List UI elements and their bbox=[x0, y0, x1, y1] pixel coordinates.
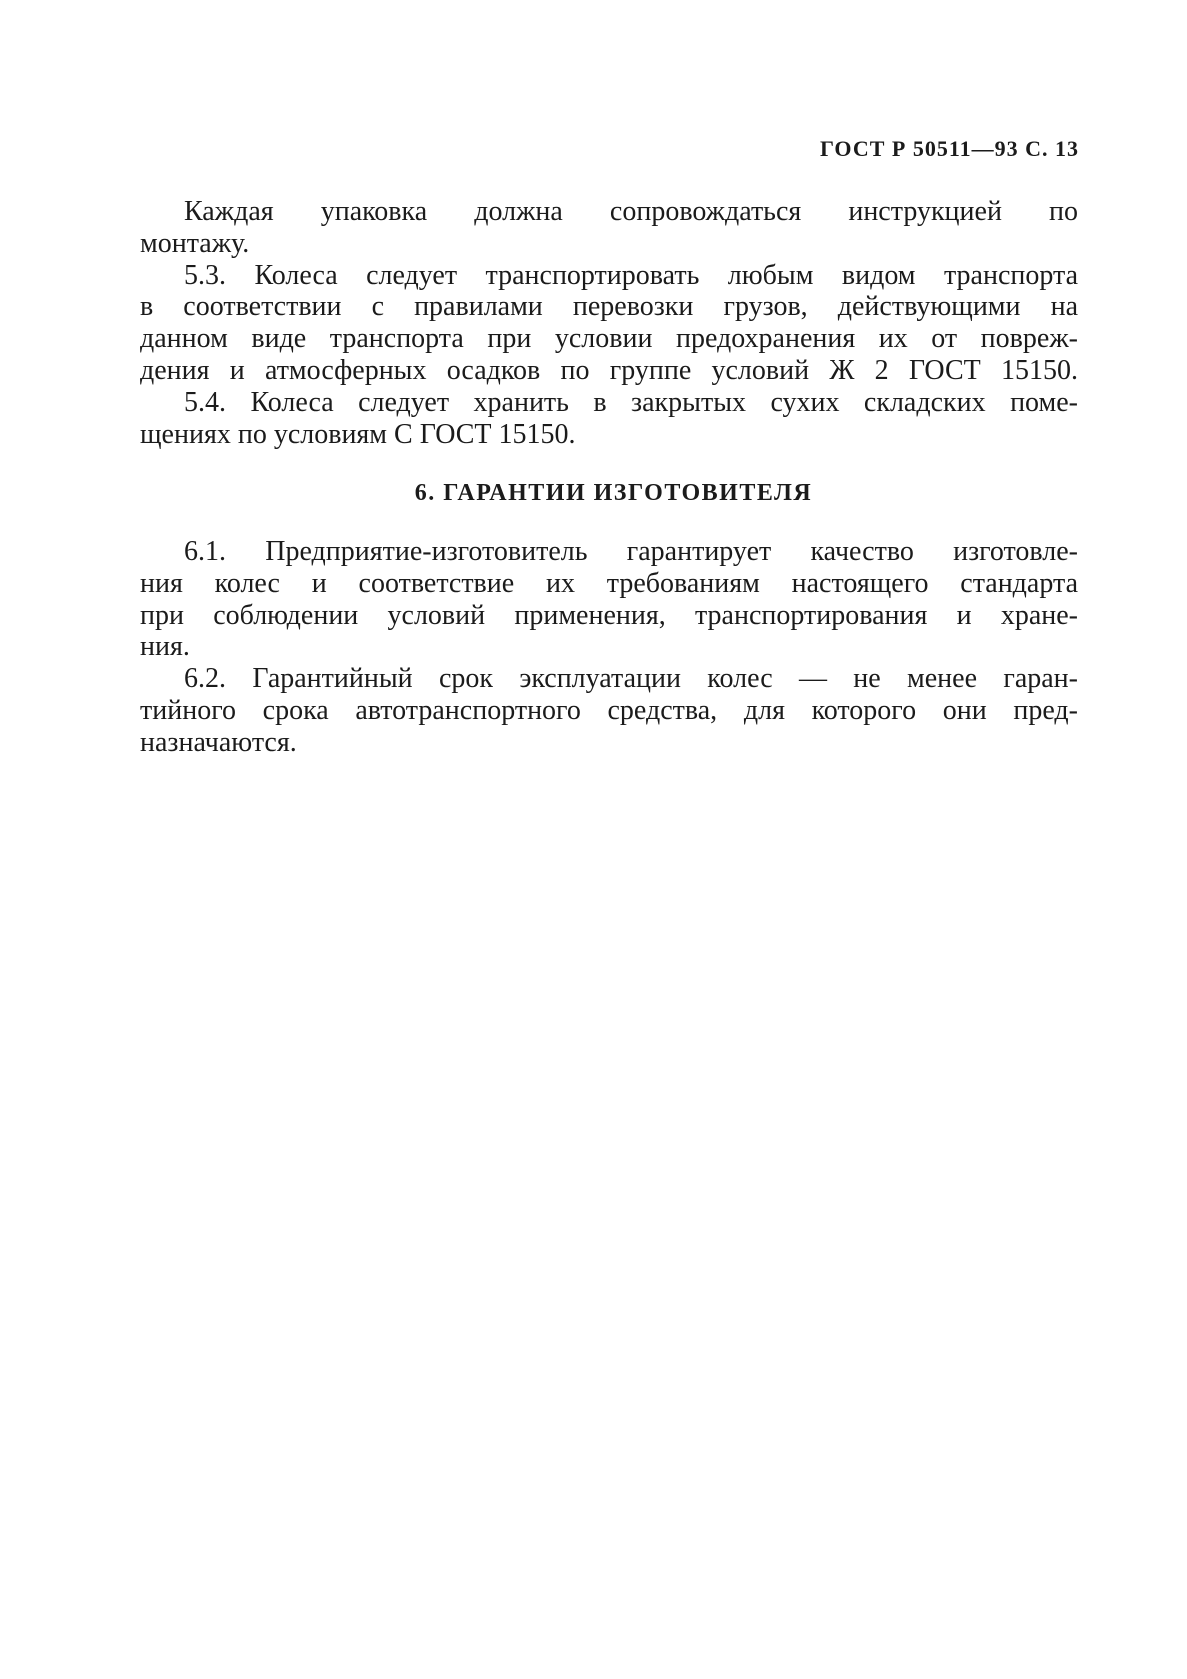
text-line: 5.4. Колеса следует хранить в закрытых сухих складских поме- bbox=[184, 386, 1078, 418]
text-line: монтажу. bbox=[140, 227, 250, 259]
section-6-title: 6. ГАРАНТИИ ИЗГОТОВИТЕЛЯ bbox=[414, 480, 813, 506]
text-line: при соблюдении условий применения, транспортирования и хране- bbox=[140, 599, 1078, 631]
text-line: данном виде транспорта при условии предохранения их от повреж- bbox=[140, 323, 1078, 355]
text-line: назначаются. bbox=[140, 726, 297, 758]
paragraph-6-1 bbox=[140, 536, 1078, 663]
section-6-heading bbox=[0, 480, 1187, 507]
paragraph-5-4 bbox=[140, 387, 1078, 451]
paragraph-6-2 bbox=[140, 663, 1078, 758]
running-header: ГОСТ Р 50511—93 С. 13 bbox=[819, 136, 1079, 161]
text-line: 6.1. Предприятие-изготовитель гарантирует качество изготовле- bbox=[184, 536, 1078, 567]
paragraph-packaging bbox=[140, 196, 1078, 260]
text-line: тийного срока автотранспортного средства, для которого они пред- bbox=[140, 694, 1078, 726]
text-line: дения и атмосферных осадков по группе условий Ж 2 ГОСТ 15150. bbox=[140, 354, 1078, 386]
text-line: ния колес и соответствие их требованиям настоящего стандарта bbox=[140, 567, 1078, 599]
paragraph-5-3 bbox=[140, 260, 1078, 387]
text-line: ния. bbox=[140, 631, 190, 663]
text-line: 6.2. Гарантийный срок эксплуатации колес — не менее гаран- bbox=[184, 663, 1078, 695]
section-6-text bbox=[140, 536, 1078, 759]
text-line: щениях по условиям С ГОСТ 15150. bbox=[140, 418, 576, 450]
text-line: в соответствии с правилами перевозки грузов, действующими на bbox=[140, 291, 1078, 323]
text-line: Каждая упаковка должна сопровождаться инструкцией по bbox=[184, 196, 1078, 227]
text-line: 5.3. Колеса следует транспортировать любым видом транспорта bbox=[184, 259, 1078, 291]
section-5-text bbox=[140, 196, 1078, 450]
